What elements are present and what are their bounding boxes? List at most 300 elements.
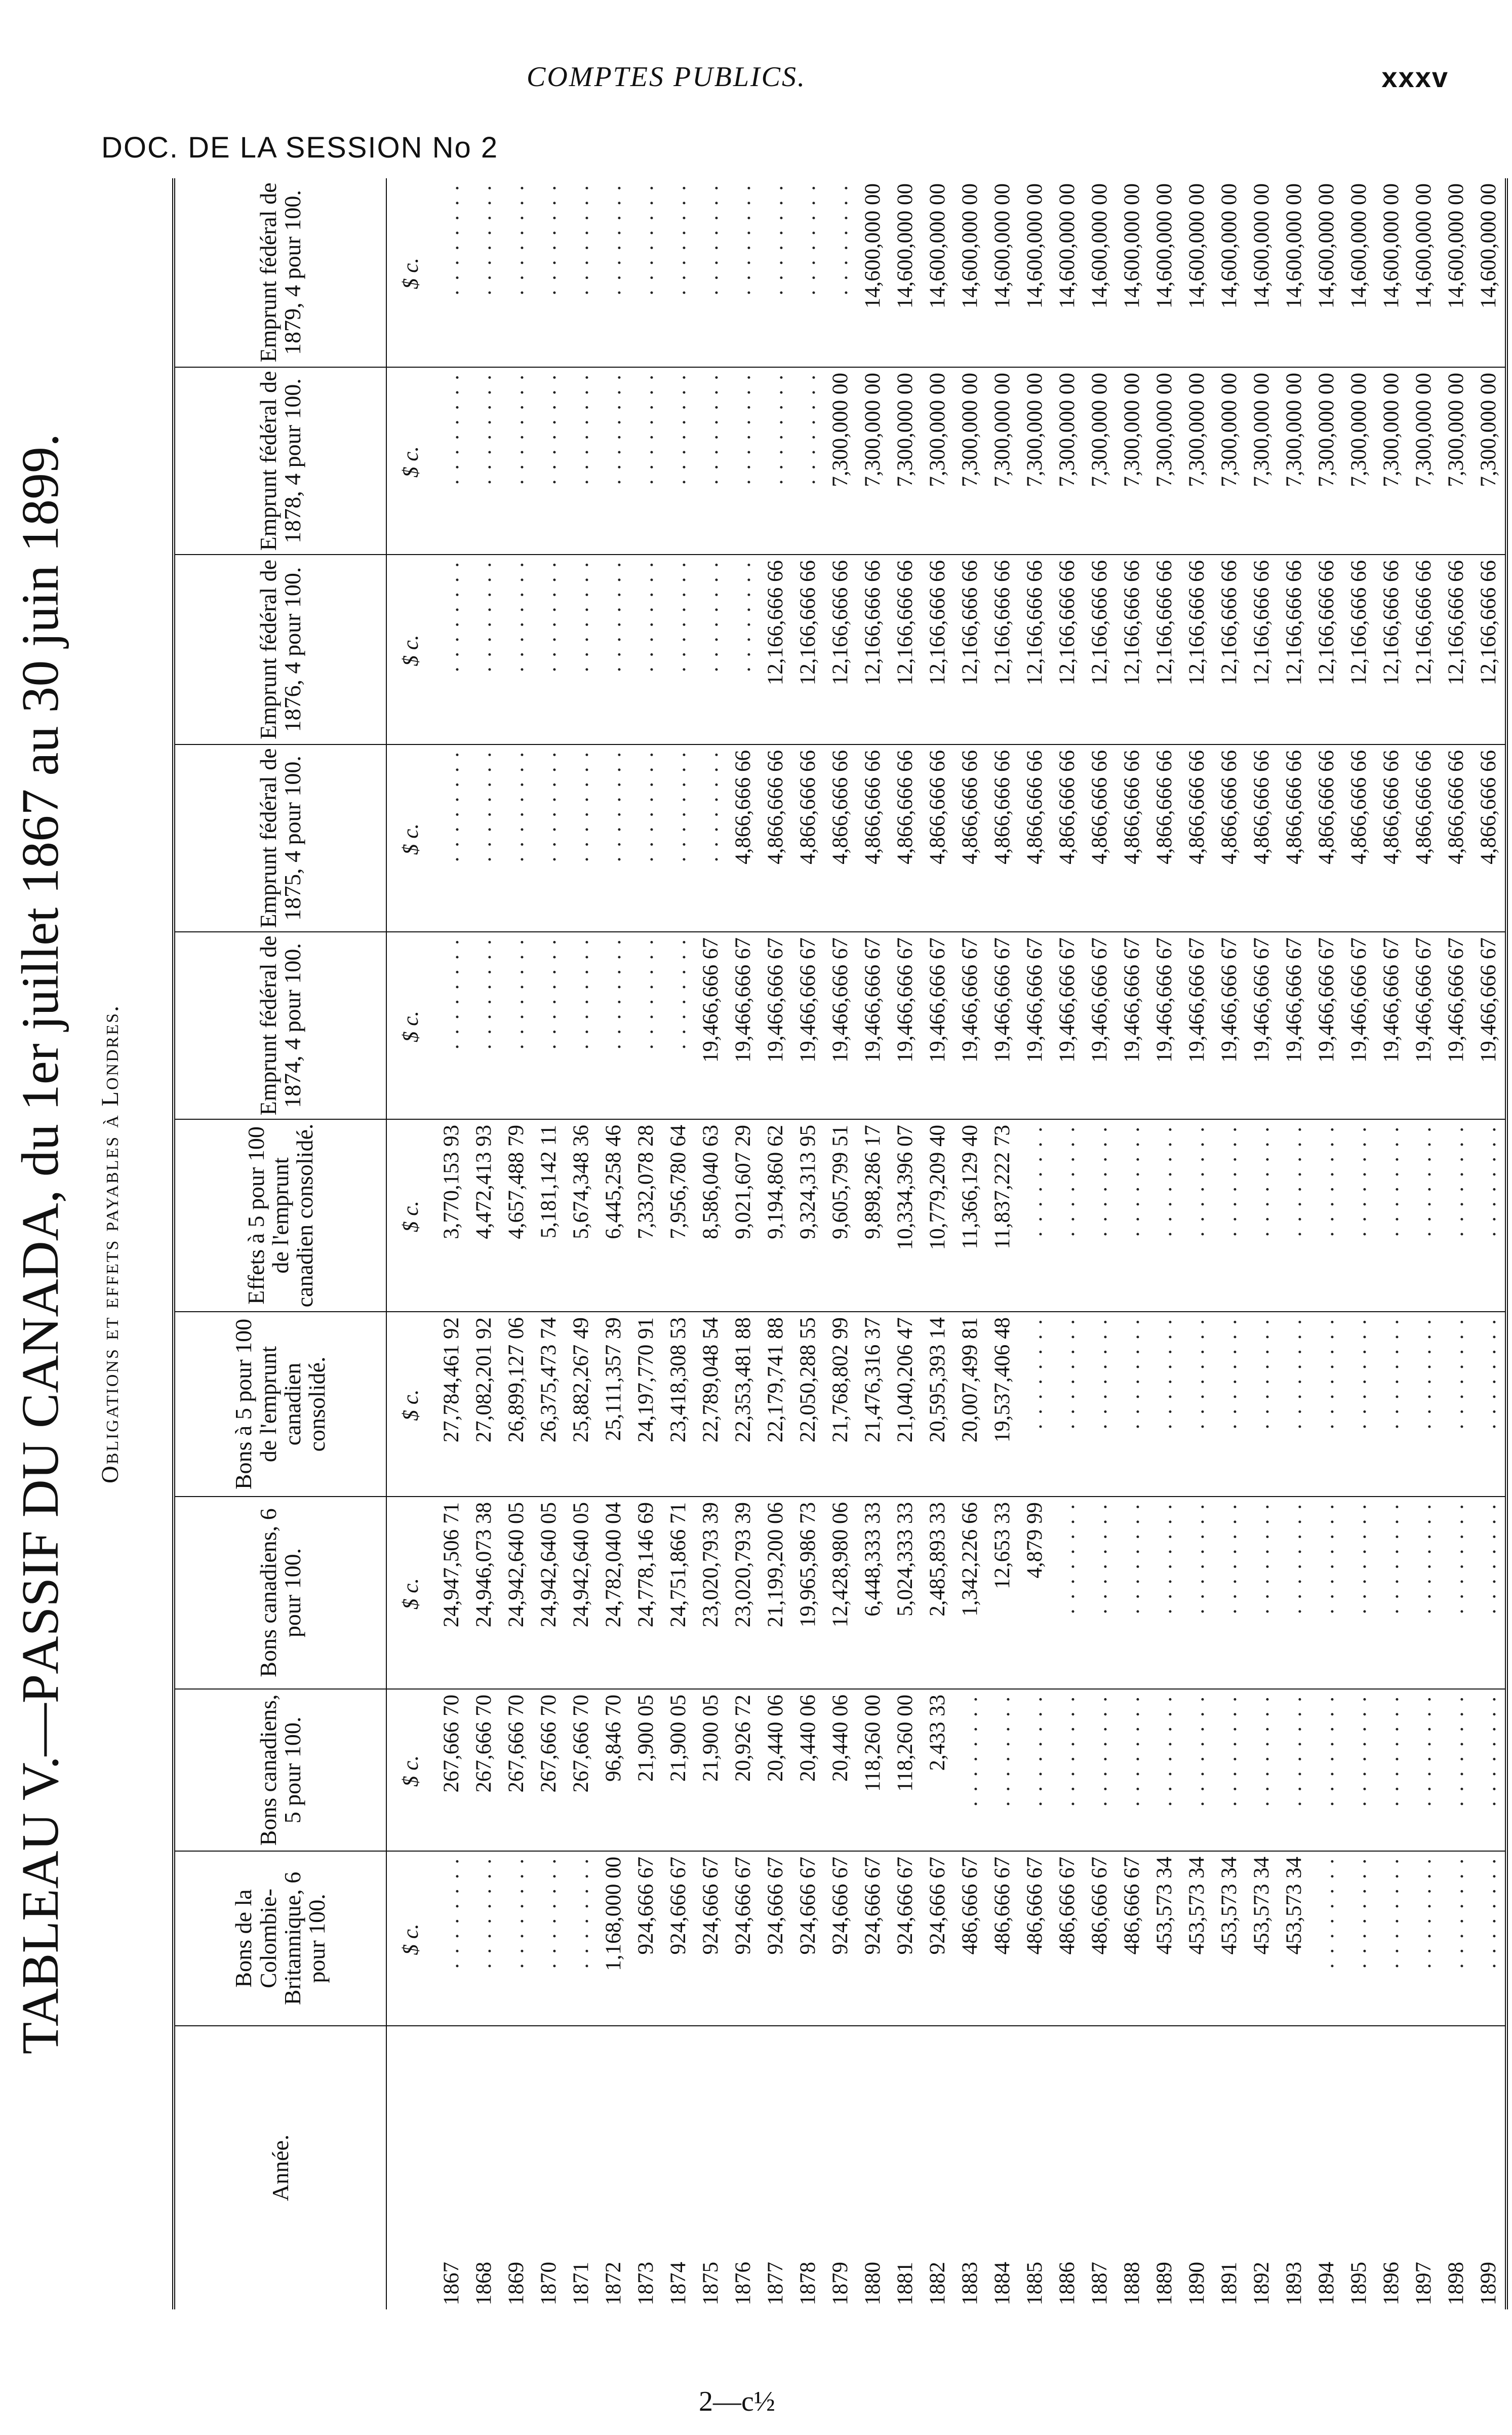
amount-cell: 22,179,741 88 bbox=[760, 1312, 792, 1497]
amount-cell bbox=[1408, 1851, 1440, 2026]
table-row bbox=[500, 178, 533, 2309]
amount-cell: 4,866,666 66 bbox=[727, 744, 760, 932]
amount-cell bbox=[1440, 1851, 1473, 2026]
year-cell: 1889 bbox=[1152, 2262, 1176, 2305]
leader-dots: . . . . . . . . bbox=[1444, 1857, 1468, 1969]
amount-cell bbox=[1440, 1119, 1473, 1312]
leader-dots: . . . . . . . . bbox=[1120, 1502, 1144, 1615]
amount-cell: 19,466,666 67 bbox=[1246, 932, 1278, 1119]
title-cap-2: C bbox=[11, 1393, 69, 1429]
amount-cell: 12,166,666 66 bbox=[922, 555, 954, 744]
amount-cell: 4,866,666 66 bbox=[1278, 744, 1310, 932]
amount-cell: 4,866,666 66 bbox=[1019, 744, 1051, 932]
amount-cell bbox=[533, 555, 565, 744]
table-subtitle: Obligations et effets payables à Londres. bbox=[97, 1004, 124, 1484]
leader-dots: . . . . . . . . bbox=[666, 560, 690, 673]
amount-cell: 19,466,666 67 bbox=[857, 932, 889, 1119]
amount-cell: 14,600,000 00 bbox=[1084, 178, 1116, 367]
amount-cell bbox=[695, 178, 727, 367]
leader-dots: . . . . . . . . bbox=[1346, 1695, 1371, 1807]
amount-cell: 12,166,666 66 bbox=[1213, 555, 1246, 744]
amount-cell: 453,573 34 bbox=[1181, 1851, 1213, 2026]
year-cell: 1882 bbox=[925, 2262, 949, 2305]
amount-cell: 267,666 70 bbox=[468, 1689, 500, 1851]
amount-cell bbox=[1310, 1851, 1343, 2026]
amount-cell: 9,021,607 29 bbox=[727, 1119, 760, 1312]
leader-dots: . . . . . . . . bbox=[666, 373, 690, 485]
leader-dots: . . . . . . . . bbox=[1314, 1502, 1338, 1615]
amount-cell bbox=[598, 367, 630, 555]
amount-cell: 21,476,316 37 bbox=[857, 1312, 889, 1497]
amount-cell: 21,900 05 bbox=[630, 1689, 662, 1851]
amount-cell: 19,466,666 67 bbox=[1116, 932, 1148, 1119]
amount-cell bbox=[468, 178, 500, 367]
amount-cell: 22,353,481 88 bbox=[727, 1312, 760, 1497]
year-cell: 1890 bbox=[1184, 2262, 1209, 2305]
amount-cell: 4,866,666 66 bbox=[954, 744, 986, 932]
leader-dots: . . . . . . . . bbox=[1249, 1317, 1274, 1430]
leader-dots: . . . . . . . . bbox=[990, 1695, 1014, 1807]
table-row bbox=[857, 178, 889, 2309]
leader-dots: . . . . . . . . bbox=[471, 560, 496, 673]
leader-dots: . . . . . . . . bbox=[1120, 1125, 1144, 1237]
amount-cell: 924,666 67 bbox=[727, 1851, 760, 2026]
leader-dots: . . . . . . . . bbox=[601, 937, 625, 1050]
amount-cell: 12,166,666 66 bbox=[1375, 555, 1408, 744]
leader-dots: . . . . . . . . bbox=[601, 750, 625, 862]
amount-cell bbox=[760, 367, 792, 555]
amount-cell bbox=[1408, 1119, 1440, 1312]
column-header: Bons de la Colombie-Britannique, 6 pour 100. bbox=[174, 1851, 386, 2026]
year-cell: 1886 bbox=[1055, 2262, 1079, 2305]
leader-dots: . . . . . . . . bbox=[536, 183, 561, 296]
column-header: Bons canadiens, 6 pour 100. bbox=[174, 1497, 386, 1689]
amount-cell: 8,586,040 63 bbox=[695, 1119, 727, 1312]
leader-dots: . . . . . . . . bbox=[439, 1857, 463, 1969]
amount-cell: 27,082,201 92 bbox=[468, 1312, 500, 1497]
year-cell: 1899 bbox=[1476, 2262, 1500, 2305]
amount-cell: 14,600,000 00 bbox=[1310, 178, 1343, 367]
leader-dots: . . . . . . . . bbox=[1444, 1317, 1468, 1430]
amount-cell: 9,898,286 17 bbox=[857, 1119, 889, 1312]
unit-cell bbox=[386, 2026, 435, 2309]
amount-cell: 4,866,666 66 bbox=[792, 744, 824, 932]
amount-cell: 453,573 34 bbox=[1278, 1851, 1310, 2026]
amount-cell: 25,882,267 49 bbox=[565, 1312, 598, 1497]
amount-cell: 19,466,666 67 bbox=[1213, 932, 1246, 1119]
column-header: Bons canadiens, 5 pour 100. bbox=[174, 1689, 386, 1851]
amount-cell bbox=[565, 178, 598, 367]
leader-dots: . . . . . . . . bbox=[536, 560, 561, 673]
leader-dots: . . . . . . . . bbox=[1314, 1695, 1338, 1807]
amount-cell: 14,600,000 00 bbox=[1473, 178, 1506, 367]
unit-cell: $ c. bbox=[386, 1851, 435, 2026]
amount-cell bbox=[565, 744, 598, 932]
amount-cell: 5,024,333 33 bbox=[889, 1497, 922, 1689]
table-row bbox=[662, 178, 695, 2309]
amount-cell: 6,448,333 33 bbox=[857, 1497, 889, 1689]
amount-cell: 924,666 67 bbox=[760, 1851, 792, 2026]
leader-dots: . . . . . . . . bbox=[1152, 1317, 1176, 1430]
leader-dots: . . . . . . . . bbox=[1379, 1502, 1403, 1615]
amount-cell: 4,866,666 66 bbox=[1084, 744, 1116, 932]
leader-dots: . . . . . . . . bbox=[1055, 1125, 1079, 1237]
leader-dots: . . . . . . . . bbox=[1249, 1125, 1274, 1237]
leader-dots: . . . . . . . . bbox=[1411, 1857, 1436, 1969]
amount-cell: 12,428,980 06 bbox=[824, 1497, 857, 1689]
amount-cell bbox=[727, 367, 760, 555]
amount-cell: 12,166,666 66 bbox=[824, 555, 857, 744]
amount-cell bbox=[1148, 1689, 1181, 1851]
amount-cell bbox=[1310, 1689, 1343, 1851]
leader-dots: . . . . . . . . bbox=[536, 373, 561, 485]
leader-dots: . . . . . . . . bbox=[1152, 1502, 1176, 1615]
amount-cell bbox=[1310, 1312, 1343, 1497]
unit-cell: $ c. bbox=[386, 555, 435, 744]
amount-cell bbox=[533, 744, 565, 932]
amount-cell: 14,600,000 00 bbox=[889, 178, 922, 367]
leader-dots: . . . . . . . . bbox=[666, 183, 690, 296]
amount-cell bbox=[1375, 1851, 1408, 2026]
amount-cell bbox=[1343, 1119, 1375, 1312]
amount-cell: 4,472,413 93 bbox=[468, 1119, 500, 1312]
amount-cell: 924,666 67 bbox=[857, 1851, 889, 2026]
amount-cell bbox=[630, 744, 662, 932]
amount-cell bbox=[435, 932, 468, 1119]
amount-cell: 7,300,000 00 bbox=[1440, 367, 1473, 555]
amount-cell: 1,168,000 00 bbox=[598, 1851, 630, 2026]
amount-cell: 12,166,666 66 bbox=[1148, 555, 1181, 744]
amount-cell: 7,300,000 00 bbox=[889, 367, 922, 555]
leader-dots: . . . . . . . . bbox=[1217, 1125, 1241, 1237]
table-row bbox=[1375, 178, 1408, 2309]
leader-dots: . . . . . . . . bbox=[601, 373, 625, 485]
amount-cell bbox=[500, 178, 533, 367]
amount-cell: 24,946,073 38 bbox=[468, 1497, 500, 1689]
amount-cell: 14,600,000 00 bbox=[1375, 178, 1408, 367]
year-cell: 1880 bbox=[860, 2262, 885, 2305]
amount-cell: 12,166,666 66 bbox=[760, 555, 792, 744]
amount-cell bbox=[1181, 1119, 1213, 1312]
table-body bbox=[386, 178, 1506, 2309]
leader-dots: . . . . . . . . bbox=[731, 373, 755, 485]
leader-dots: . . . . . . . . bbox=[471, 183, 496, 296]
amount-cell: 19,466,666 67 bbox=[1408, 932, 1440, 1119]
leader-dots: . . . . . . . . bbox=[1249, 1695, 1274, 1807]
amount-cell: 7,300,000 00 bbox=[1181, 367, 1213, 555]
amount-cell bbox=[468, 555, 500, 744]
leader-dots: . . . . . . . . bbox=[471, 373, 496, 485]
leader-dots: . . . . . . . . bbox=[471, 750, 496, 862]
leader-dots: . . . . . . . . bbox=[1411, 1502, 1436, 1615]
amount-cell bbox=[1051, 1312, 1084, 1497]
amount-cell bbox=[1343, 1497, 1375, 1689]
leader-dots: . . . . . . . . bbox=[536, 1857, 561, 1969]
leader-dots: . . . . . . . . bbox=[471, 1857, 496, 1969]
amount-cell: 12,166,666 66 bbox=[1310, 555, 1343, 744]
leader-dots: . . . . . . . . bbox=[633, 560, 658, 673]
amount-cell bbox=[500, 932, 533, 1119]
leader-dots: . . . . . . . . bbox=[1476, 1857, 1500, 1969]
amount-cell bbox=[1084, 1497, 1116, 1689]
amount-cell: 25,111,357 39 bbox=[598, 1312, 630, 1497]
amount-cell: 14,600,000 00 bbox=[1440, 178, 1473, 367]
leader-dots: . . . . . . . . bbox=[795, 183, 820, 296]
table-row bbox=[1116, 178, 1148, 2309]
amount-cell bbox=[1408, 1689, 1440, 1851]
leader-dots: . . . . . . . . bbox=[1022, 1695, 1047, 1807]
year-cell: 1878 bbox=[795, 2262, 820, 2305]
amount-cell bbox=[824, 178, 857, 367]
amount-cell: 4,866,666 66 bbox=[986, 744, 1019, 932]
amount-cell: 19,466,666 67 bbox=[1148, 932, 1181, 1119]
table-row bbox=[598, 178, 630, 2309]
amount-cell: 24,782,040 04 bbox=[598, 1497, 630, 1689]
table-row bbox=[1019, 178, 1051, 2309]
unit-cell: $ c. bbox=[386, 1497, 435, 1689]
table-row bbox=[792, 178, 824, 2309]
amount-cell: 5,674,348 36 bbox=[565, 1119, 598, 1312]
table-row bbox=[727, 178, 760, 2309]
unit-cell: $ c. bbox=[386, 178, 435, 367]
leader-dots: . . . . . . . . bbox=[1411, 1695, 1436, 1807]
amount-cell bbox=[760, 178, 792, 367]
year-cell: 1895 bbox=[1346, 2262, 1371, 2305]
amount-cell: 4,866,666 66 bbox=[922, 744, 954, 932]
table-row bbox=[1310, 178, 1343, 2309]
leader-dots: . . . . . . . . bbox=[633, 750, 658, 862]
amount-cell: 486,666 67 bbox=[986, 1851, 1019, 2026]
amount-cell bbox=[1148, 1119, 1181, 1312]
leader-dots: . . . . . . . . bbox=[569, 560, 593, 673]
table-row bbox=[1343, 178, 1375, 2309]
amount-cell: 19,466,666 67 bbox=[1051, 932, 1084, 1119]
leader-dots: . . . . . . . . bbox=[536, 750, 561, 862]
amount-cell bbox=[1440, 1312, 1473, 1497]
leader-dots: . . . . . . . . bbox=[1444, 1125, 1468, 1237]
amount-cell: 24,942,640 05 bbox=[500, 1497, 533, 1689]
amount-cell bbox=[500, 744, 533, 932]
leader-dots: . . . . . . . . bbox=[1379, 1857, 1403, 1969]
amount-cell bbox=[1278, 1689, 1310, 1851]
amount-cell: 24,947,506 71 bbox=[435, 1497, 468, 1689]
amount-cell bbox=[565, 555, 598, 744]
amount-cell: 14,600,000 00 bbox=[1148, 178, 1181, 367]
amount-cell bbox=[1278, 1119, 1310, 1312]
amount-cell: 14,600,000 00 bbox=[1343, 178, 1375, 367]
amount-cell: 267,666 70 bbox=[565, 1689, 598, 1851]
amount-cell: 21,900 05 bbox=[695, 1689, 727, 1851]
amount-cell bbox=[1440, 1497, 1473, 1689]
amount-cell: 12,166,666 66 bbox=[792, 555, 824, 744]
amount-cell bbox=[500, 555, 533, 744]
amount-cell bbox=[1375, 1497, 1408, 1689]
leader-dots: . . . . . . . . bbox=[731, 183, 755, 296]
unit-cell: $ c. bbox=[386, 744, 435, 932]
footer-signature: 2—c½ bbox=[699, 2386, 775, 2417]
amount-cell: 24,942,640 05 bbox=[565, 1497, 598, 1689]
amount-cell: 96,846 70 bbox=[598, 1689, 630, 1851]
leader-dots: . . . . . . . . bbox=[763, 373, 787, 485]
amount-cell: 22,789,048 54 bbox=[695, 1312, 727, 1497]
leader-dots: . . . . . . . . bbox=[828, 183, 852, 296]
amount-cell: 10,334,396 07 bbox=[889, 1119, 922, 1312]
amount-cell bbox=[1375, 1312, 1408, 1497]
amount-cell: 11,837,222 73 bbox=[986, 1119, 1019, 1312]
amount-cell: 19,466,666 67 bbox=[954, 932, 986, 1119]
title-tail: , du 1er juillet 1867 au 30 juin 1899. bbox=[11, 433, 69, 1203]
leader-dots: . . . . . . . . bbox=[1346, 1857, 1371, 1969]
year-cell: 1872 bbox=[601, 2262, 625, 2305]
leader-dots: . . . . . . . . bbox=[439, 750, 463, 862]
leader-dots: . . . . . . . . bbox=[633, 937, 658, 1050]
leader-dots: . . . . . . . . bbox=[698, 750, 723, 862]
amount-cell: 924,666 67 bbox=[630, 1851, 662, 2026]
amount-cell: 7,300,000 00 bbox=[1019, 367, 1051, 555]
table-row bbox=[565, 178, 598, 2309]
leader-dots: . . . . . . . . bbox=[1411, 1317, 1436, 1430]
amount-cell: 4,866,666 66 bbox=[857, 744, 889, 932]
leader-dots: . . . . . . . . bbox=[1379, 1695, 1403, 1807]
column-header: Emprunt fédéral de 1875, 4 pour 100. bbox=[174, 744, 386, 932]
amount-cell bbox=[435, 555, 468, 744]
amount-cell bbox=[1473, 1851, 1506, 2026]
table-row bbox=[889, 178, 922, 2309]
amount-cell: 14,600,000 00 bbox=[954, 178, 986, 367]
leader-dots: . . . . . . . . bbox=[1379, 1125, 1403, 1237]
column-header: Emprunt fédéral de 1879, 4 pour 100. bbox=[174, 178, 386, 367]
amount-cell: 924,666 67 bbox=[695, 1851, 727, 2026]
amount-cell bbox=[435, 744, 468, 932]
amount-cell bbox=[1051, 1119, 1084, 1312]
amount-cell: 7,300,000 00 bbox=[922, 367, 954, 555]
amount-cell: 5,181,142 11 bbox=[533, 1119, 565, 1312]
amount-cell: 4,866,666 66 bbox=[1246, 744, 1278, 932]
leader-dots: . . . . . . . . bbox=[1411, 1125, 1436, 1237]
amount-cell bbox=[1084, 1119, 1116, 1312]
amount-cell bbox=[695, 744, 727, 932]
amount-cell bbox=[1246, 1497, 1278, 1689]
amount-cell: 12,166,666 66 bbox=[1408, 555, 1440, 744]
leader-dots: . . . . . . . . bbox=[471, 937, 496, 1050]
amount-cell bbox=[1181, 1312, 1213, 1497]
leader-dots: . . . . . . . . bbox=[1184, 1695, 1209, 1807]
amount-cell bbox=[1473, 1119, 1506, 1312]
leader-dots: . . . . . . . . bbox=[569, 750, 593, 862]
year-cell: 1869 bbox=[504, 2262, 528, 2305]
amount-cell bbox=[1213, 1312, 1246, 1497]
leader-dots: . . . . . . . . bbox=[1444, 1502, 1468, 1615]
amount-cell: 19,466,666 67 bbox=[695, 932, 727, 1119]
amount-cell bbox=[598, 932, 630, 1119]
amount-cell: 2,433 33 bbox=[922, 1689, 954, 1851]
amount-cell: 19,466,666 67 bbox=[1181, 932, 1213, 1119]
year-cell: 1894 bbox=[1314, 2262, 1338, 2305]
amount-cell: 20,595,393 14 bbox=[922, 1312, 954, 1497]
amount-cell bbox=[727, 178, 760, 367]
amount-cell bbox=[598, 744, 630, 932]
column-header: Emprunt fédéral de 1878, 4 pour 100. bbox=[174, 367, 386, 555]
amount-cell bbox=[1246, 1119, 1278, 1312]
amount-cell: 12,166,666 66 bbox=[1116, 555, 1148, 744]
amount-cell: 4,866,666 66 bbox=[760, 744, 792, 932]
unit-cell: $ c. bbox=[386, 367, 435, 555]
amount-cell: 12,166,666 66 bbox=[889, 555, 922, 744]
table-row bbox=[1473, 178, 1506, 2309]
amount-cell bbox=[1051, 1497, 1084, 1689]
amount-cell: 4,866,666 66 bbox=[824, 744, 857, 932]
year-cell: 1879 bbox=[828, 2262, 852, 2305]
amount-cell: 453,573 34 bbox=[1213, 1851, 1246, 2026]
leader-dots: . . . . . . . . bbox=[1184, 1125, 1209, 1237]
leader-dots: . . . . . . . . bbox=[439, 183, 463, 296]
leader-dots: . . . . . . . . bbox=[1379, 1317, 1403, 1430]
leader-dots: . . . . . . . . bbox=[1476, 1695, 1500, 1807]
amount-cell bbox=[435, 178, 468, 367]
leader-dots: . . . . . . . . bbox=[633, 373, 658, 485]
leader-dots: . . . . . . . . bbox=[1346, 1317, 1371, 1430]
year-cell: 1884 bbox=[990, 2262, 1014, 2305]
amount-cell bbox=[1084, 1689, 1116, 1851]
leader-dots: . . . . . . . . bbox=[633, 183, 658, 296]
amount-cell: 20,926 72 bbox=[727, 1689, 760, 1851]
amount-cell: 4,866,666 66 bbox=[889, 744, 922, 932]
leader-dots: . . . . . . . . bbox=[1152, 1125, 1176, 1237]
table-row bbox=[922, 178, 954, 2309]
amount-cell: 19,466,666 67 bbox=[792, 932, 824, 1119]
amount-cell: 7,300,000 00 bbox=[1246, 367, 1278, 555]
amount-cell bbox=[533, 1851, 565, 2026]
leader-dots: . . . . . . . . bbox=[1087, 1317, 1111, 1430]
rotated-table-block bbox=[11, 178, 1500, 2309]
amount-cell: 9,324,313 95 bbox=[792, 1119, 824, 1312]
amount-cell: 4,866,666 66 bbox=[1213, 744, 1246, 932]
table-row bbox=[630, 178, 662, 2309]
unit-cell: $ c. bbox=[386, 932, 435, 1119]
amount-cell bbox=[662, 744, 695, 932]
amount-cell: 4,866,666 66 bbox=[1116, 744, 1148, 932]
leader-dots: . . . . . . . . bbox=[1217, 1695, 1241, 1807]
leader-dots: . . . . . . . . bbox=[763, 183, 787, 296]
amount-cell bbox=[1473, 1689, 1506, 1851]
amount-cell bbox=[630, 178, 662, 367]
leader-dots: . . . . . . . . bbox=[439, 560, 463, 673]
table-row bbox=[468, 178, 500, 2309]
column-header: Bons à 5 pour 100 de l'emprunt canadien consolidé. bbox=[174, 1312, 386, 1497]
amount-cell bbox=[1473, 1497, 1506, 1689]
amount-cell: 267,666 70 bbox=[533, 1689, 565, 1851]
leader-dots: . . . . . . . . bbox=[731, 560, 755, 673]
leader-dots: . . . . . . . . bbox=[569, 373, 593, 485]
amount-cell: 1,342,226 66 bbox=[954, 1497, 986, 1689]
amount-cell bbox=[533, 932, 565, 1119]
year-cell: 1885 bbox=[1022, 2262, 1047, 2305]
amount-cell bbox=[1019, 1689, 1051, 1851]
amount-cell: 4,657,488 79 bbox=[500, 1119, 533, 1312]
leader-dots: . . . . . . . . bbox=[1087, 1125, 1111, 1237]
leader-dots: . . . . . . . . bbox=[504, 373, 528, 485]
amount-cell bbox=[1213, 1497, 1246, 1689]
amount-cell: 26,899,127 06 bbox=[500, 1312, 533, 1497]
year-cell: 1898 bbox=[1444, 2262, 1468, 2305]
year-cell: 1883 bbox=[958, 2262, 982, 2305]
amount-cell bbox=[662, 367, 695, 555]
amount-cell: 7,300,000 00 bbox=[1343, 367, 1375, 555]
amount-cell bbox=[1246, 1312, 1278, 1497]
amount-cell bbox=[1278, 1497, 1310, 1689]
leader-dots: . . . . . . . . bbox=[1282, 1317, 1306, 1430]
amount-cell bbox=[1116, 1312, 1148, 1497]
